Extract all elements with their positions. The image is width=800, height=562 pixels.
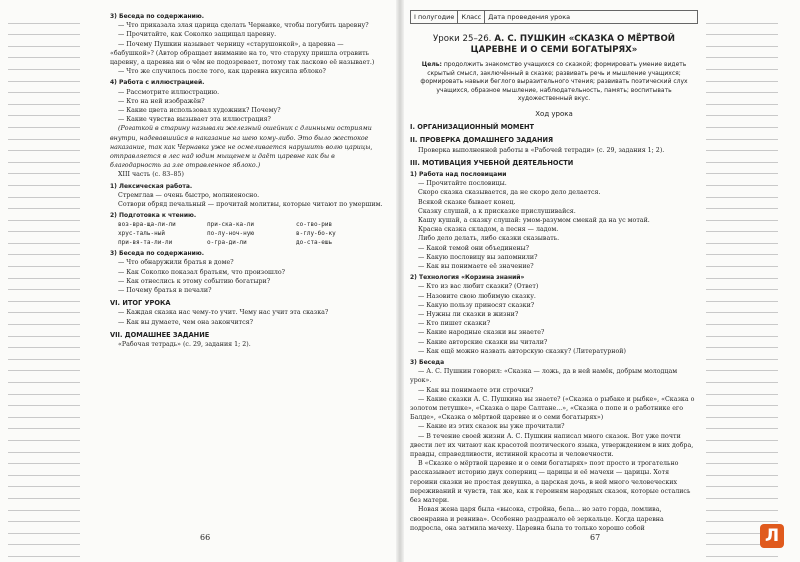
section-heading: VII. ДОМАШНЕЕ ЗАДАНИЕ	[110, 330, 210, 339]
lesson-course-heading: Ход урока	[535, 109, 573, 118]
reading-word: в-глу-бо-ку	[296, 230, 336, 238]
lesson-number: Уроки 25–26.	[433, 34, 492, 44]
line-wrap	[110, 258, 385, 267]
text-line: — Как вы понимаете её значение?	[418, 263, 534, 271]
text-line: — Что же случилось после того, как царевна вкусила яблоко?	[118, 68, 326, 76]
note-line	[706, 116, 778, 128]
note-line	[706, 360, 778, 372]
line-wrap	[110, 115, 385, 124]
line-wrap	[110, 67, 385, 76]
note-line	[8, 441, 80, 453]
note-line	[8, 487, 80, 499]
text-line: — Кто пишет сказки?	[418, 320, 491, 328]
note-line	[706, 406, 778, 418]
text-line: — Рассмотрите иллюстрацию.	[118, 88, 220, 96]
note-line	[8, 12, 80, 24]
note-line	[8, 302, 80, 314]
note-line	[8, 383, 80, 395]
text-line: — Какой темой они объединены?	[418, 244, 530, 252]
lesson-title-text: А. С. ПУШКИН «СКАЗКА О МЁРТВОЙ ЦАРЕВНЕ И О СЕМИ БОГАТЫРЯХ»	[470, 34, 675, 55]
note-line	[706, 186, 778, 198]
note-line	[8, 209, 80, 221]
reading-word: при-вя-та-ли-ли	[118, 238, 173, 246]
text-line: — Назовите свою любимую сказку.	[418, 292, 536, 300]
note-line	[706, 140, 778, 152]
goals-label: Цель:	[421, 61, 442, 68]
note-line	[706, 209, 778, 221]
note-line	[706, 82, 778, 94]
note-line	[706, 163, 778, 175]
note-line	[8, 325, 80, 337]
note-line	[706, 244, 778, 256]
reading-word: воз-вра-ща-ли-ли	[118, 221, 176, 229]
note-line	[706, 267, 778, 279]
lesson-goals	[410, 61, 698, 104]
note-line	[8, 313, 80, 325]
reading-word: хрус-таль-ный	[118, 230, 165, 238]
note-line	[8, 47, 80, 59]
right-page	[400, 0, 800, 562]
lesson-header-table	[410, 10, 698, 24]
note-line	[706, 383, 778, 395]
note-line	[706, 557, 778, 562]
note-line	[8, 429, 80, 441]
note-line	[706, 499, 778, 511]
note-line	[8, 348, 80, 360]
text-line: — А. С. Пушкин говорил: «Сказка — ложь, да в ней намёк, добрым молодцам урок».	[410, 368, 678, 385]
subsection-heading: 2) Технология «Корзина знаний»	[410, 274, 525, 282]
note-line	[706, 70, 778, 82]
note-line	[8, 116, 80, 128]
note-line	[706, 93, 778, 105]
subsection-heading: 3) Беседа	[410, 359, 445, 367]
note-line	[706, 221, 778, 233]
section-heading: I. ОРГАНИЗАЦИОННЫЙ МОМЕНТ	[410, 123, 534, 132]
note-line	[8, 244, 80, 256]
text-line: XIII часть (с. 83–85)	[118, 171, 184, 179]
text-line: — Какие авторские сказки вы читали?	[418, 338, 548, 346]
note-line	[706, 105, 778, 117]
subsection-heading: 1) Лексическая работа.	[110, 182, 193, 190]
right-body-text	[410, 123, 698, 533]
text-line: — Прочитайте пословицы.	[418, 180, 507, 188]
text-line: — Нужны ли сказки в жизни?	[418, 311, 519, 319]
note-line	[706, 198, 778, 210]
text-line: Кашу кушай, а сказку слушай: умом-разумом смекай да на ус мотай.	[418, 217, 650, 224]
text-line: — Почему Пушкин называет черницу «старушонкой», а царевна — «бабушкой»? (Автор обращает внимание на то, что старуху пришла отравить царевну, а царевна ни о чём не подозревает, потому так ласково её называет.)	[110, 40, 375, 67]
line-wrap	[110, 277, 385, 286]
line-wrap	[110, 318, 385, 327]
note-line	[8, 395, 80, 407]
text-line: Либо дело делать, либо сказки сказывать.	[418, 235, 560, 243]
semester-cell: I полугодие	[411, 11, 458, 23]
note-line	[8, 58, 80, 70]
notes-column-left	[8, 12, 80, 562]
text-line: В «Сказке о мёртвой царевне и о семи богатырях» поэт просто и трогательно рассказывает историю двух соперниц — царицы и её мачехи — царицы. Хотя героини сказки не простая девушка, а царская дочь, в ней много человеческих переживаний и чувств, так же, как к героиням народных сказок, которые остались без матери.	[410, 460, 691, 505]
notes-column-right	[706, 12, 778, 562]
line-wrap	[110, 21, 385, 30]
text-line: Скоро сказка сказывается, да не скоро дело делается.	[418, 189, 601, 197]
note-line	[8, 522, 80, 534]
text-line: — Что приказала злая царица сделать Чернавке, чтобы погубить царевну?	[118, 22, 369, 30]
note-line	[706, 371, 778, 383]
note-line	[8, 70, 80, 82]
line-wrap	[110, 249, 385, 258]
text-line: — Как ещё можно назвать авторскую сказку? (Литературной)	[418, 347, 626, 355]
text-line: — Какие из этих сказок вы уже прочитали?	[418, 423, 565, 431]
text-line: — Прочитайте, как Соколко защищал царевну.	[118, 31, 277, 39]
subsection-heading: 3) Беседа по содержанию.	[110, 250, 204, 258]
note-line	[706, 441, 778, 453]
subsection-heading: 4) Работа с иллюстрацией.	[110, 79, 205, 87]
reading-word: со-тво-рив	[296, 221, 333, 229]
text-line: — Каждая сказка нас чему-то учит. Чему нас учит эта сказка?	[118, 309, 329, 317]
right-text-column	[410, 10, 698, 533]
note-line	[706, 313, 778, 325]
text-line: Новая жена царя была «высока, стройна, бела... но зато горда, ломлива, своенравна и ревнива». Особенно раздражало её зеркальце. Когда царевна подросла, она затмила мачеху. Царевна была то только хорошо собой	[410, 506, 664, 532]
publisher-logo: Л	[760, 524, 784, 548]
line-wrap	[110, 286, 385, 295]
line-wrap	[110, 30, 385, 39]
subsection-heading: 3) Беседа по содержанию.	[110, 13, 204, 20]
note-line	[706, 429, 778, 441]
note-line	[8, 24, 80, 36]
line-wrap	[110, 331, 385, 340]
page-number-left: 66	[200, 533, 211, 542]
line-wrap	[110, 170, 385, 179]
note-line	[8, 267, 80, 279]
text-line: Всякой сказке бывает конец.	[418, 198, 516, 206]
line-wrap	[110, 200, 385, 209]
note-line	[706, 255, 778, 267]
text-line: Сказку слушай, а к присказке прислушивайся.	[418, 207, 576, 215]
line-wrap	[110, 340, 385, 349]
book-gutter	[396, 0, 404, 562]
note-line	[8, 476, 80, 488]
note-line	[706, 302, 778, 314]
note-line	[8, 499, 80, 511]
line-wrap	[110, 78, 385, 87]
line-wrap	[110, 12, 385, 21]
note-line	[8, 140, 80, 152]
note-line	[8, 557, 80, 562]
text-line: — Какие сказки А. С. Пушкина вы знаете? («Сказка о рыбаке и рыбке», «Сказка о золотом петушке», «Сказка о царе Салтане...», «Сказка о попе и о работнике его Балде», «Сказка о мёртвой царевне и о семи богатырях»)	[410, 395, 695, 422]
note-line	[8, 279, 80, 291]
text-line: Проверка выполненной работы в «Рабочей тетради» (с. 29, задания 1; 2).	[418, 146, 665, 154]
lesson-date-cell: Дата проведения урока	[488, 13, 571, 21]
reading-word: о-гра-ди-ли	[207, 238, 247, 246]
note-line	[706, 58, 778, 70]
note-line	[706, 47, 778, 59]
line-wrap	[110, 124, 385, 170]
note-line	[8, 360, 80, 372]
note-line	[706, 325, 778, 337]
line-wrap	[110, 211, 385, 220]
lesson-title	[410, 34, 698, 55]
text-line: — Как вы понимаете эти строчки?	[418, 386, 534, 394]
note-line	[8, 198, 80, 210]
section-heading: VI. ИТОГ УРОКА	[110, 299, 171, 308]
note-line	[706, 464, 778, 476]
section-heading: III. МОТИВАЦИЯ УЧЕБНОЙ ДЕЯТЕЛЬНОСТИ	[410, 158, 574, 167]
note-line	[706, 12, 778, 24]
note-line	[8, 93, 80, 105]
reading-word: до-ста-ешь	[296, 238, 333, 246]
note-line	[8, 534, 80, 546]
text-line: — Какую пользу приносят сказки?	[418, 301, 535, 309]
text-line: — Что обнаружили братья в доме?	[118, 259, 234, 267]
note-line	[706, 337, 778, 349]
line-wrap	[110, 191, 385, 200]
page-number-right: 67	[590, 533, 601, 542]
text-line: — Какие чувства вызывает эта иллюстрация?	[118, 116, 271, 124]
line-wrap	[110, 299, 385, 308]
text-line: Красна сказка складом, а песня — ладом.	[418, 226, 559, 234]
note-line	[706, 290, 778, 302]
note-line	[706, 348, 778, 360]
note-line	[8, 174, 80, 186]
line-wrap	[110, 40, 385, 68]
note-line	[706, 24, 778, 36]
note-line	[706, 128, 778, 140]
goals-text: продолжить знакомство учащихся со сказкой; формировать умение видеть скрытый смысл, заключённый в сказке; развивать речь и мышление учащихся; формировать навыки беглого выразительного чтения; развивать поэтический слух учащихся, образное мышление, наблюдательность, память; воспитывать художественный вкус.	[420, 61, 688, 103]
line-wrap	[110, 308, 385, 317]
text-line: — Кто на ней изображён?	[118, 97, 205, 105]
text-line: — Кто из вас любит сказки? (Ответ)	[418, 283, 539, 291]
text-line: (Рогаткой в старину называли железный ошейник с длинными остриями внутри, надевавшийся в наказание на шею кому-либо. Это было жестокое наказание, так как Чернавка уже не осмеливается нарушить волю царицы, отправляется в лес над юдим мыщенем и даёт царевне как бы в благодарность за зле отравленное яблоко.)	[110, 125, 373, 170]
note-line	[706, 151, 778, 163]
note-line	[8, 511, 80, 523]
note-line	[706, 232, 778, 244]
note-line	[8, 406, 80, 418]
text-line: Сотвори обряд печальный — прочитай молитвы, которые читают по умершим.	[118, 201, 383, 209]
text-line: — Какие цвета использовал художник? Почему?	[118, 107, 281, 115]
line-wrap	[110, 182, 385, 191]
section-heading: II. ПРОВЕРКА ДОМАШНЕГО ЗАДАНИЯ	[410, 136, 554, 145]
text-line: — В течение своей жизни А. С. Пушкин написал много сказок. Вот уже почти двести лет их читают как красотой поэтического языка, утверждением в них добра, правды, справедливости, истинной красоты и человечности.	[410, 432, 694, 459]
subsection-heading: 1) Работа над пословицами	[410, 170, 507, 178]
text-line: «Рабочая тетрадь» (с. 29, задания 1; 2).	[118, 341, 251, 349]
line-wrap	[110, 268, 385, 277]
note-line	[8, 337, 80, 349]
note-line	[8, 186, 80, 198]
note-line	[8, 151, 80, 163]
note-line	[706, 453, 778, 465]
note-line	[706, 279, 778, 291]
note-line	[8, 163, 80, 175]
reading-syllable-grid	[118, 221, 385, 247]
line-wrap	[110, 106, 385, 115]
note-line	[706, 174, 778, 186]
note-line	[706, 487, 778, 499]
reading-word: по-лу-ноч-ную	[207, 230, 254, 238]
note-line	[8, 418, 80, 430]
text-line: — Почему братья в печали?	[118, 287, 212, 295]
reading-word: при-ска-ка-ли	[207, 221, 254, 229]
text-line: — Какую пословицу вы запомнили?	[418, 253, 538, 261]
note-line	[706, 35, 778, 47]
left-text-column	[110, 10, 385, 349]
note-line	[8, 105, 80, 117]
note-line	[8, 82, 80, 94]
line-wrap	[110, 88, 385, 97]
text-line: — Как отнеслись к этому событию богатыри?	[118, 277, 271, 285]
note-line	[706, 418, 778, 430]
note-line	[8, 545, 80, 557]
note-line	[8, 221, 80, 233]
subsection-heading: 2) Подготовка к чтению.	[110, 212, 197, 220]
note-line	[8, 255, 80, 267]
note-line	[706, 395, 778, 407]
text-line: — Какие народные сказки вы знаете?	[418, 329, 545, 337]
text-line: Стремглав — очень быстро, молниеносно.	[118, 191, 260, 199]
note-line	[8, 453, 80, 465]
note-line	[706, 511, 778, 523]
note-line	[706, 476, 778, 488]
class-cell: Класс	[458, 11, 485, 23]
note-line	[8, 232, 80, 244]
note-line	[8, 371, 80, 383]
note-line	[8, 128, 80, 140]
note-line	[8, 290, 80, 302]
note-line	[8, 464, 80, 476]
text-line: — Как вы думаете, чем она закончится?	[118, 318, 253, 326]
note-line	[8, 35, 80, 47]
line-wrap	[110, 97, 385, 106]
text-line: — Как Соколко показал братьям, что произошло?	[118, 268, 286, 276]
